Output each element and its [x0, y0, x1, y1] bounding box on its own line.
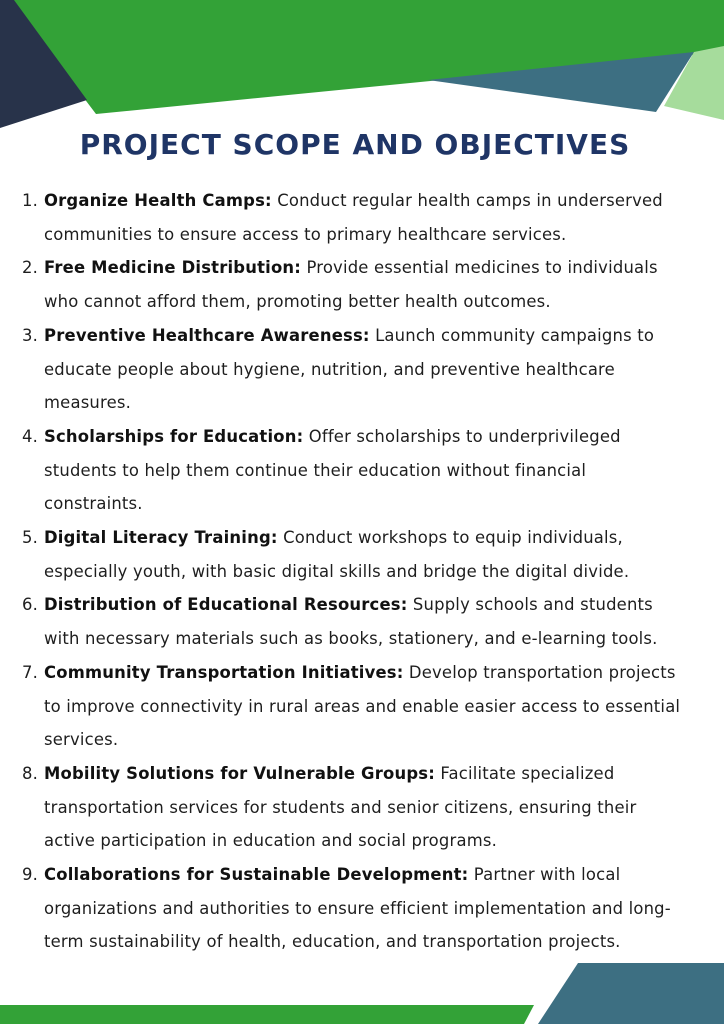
item-heading: Organize Health Camps:	[44, 191, 272, 210]
item-number: 3.	[22, 325, 39, 345]
list-item	[22, 757, 690, 858]
item-number: 8.	[22, 763, 39, 783]
page-title: PROJECT SCOPE AND OBJECTIVES	[79, 128, 631, 161]
list-item	[22, 319, 690, 420]
item-text: Conduct workshops to equip individuals, especially youth, with basic digital skills and bridge the digital divide.	[44, 528, 630, 581]
item-text: Develop transportation projects to improve connectivity in rural areas and enable easier access to essential services.	[44, 662, 681, 750]
item-text: Facilitate specialized transportation services for students and senior citizens, ensuring their active participation in education and social programs.	[44, 763, 637, 851]
list-item	[22, 521, 690, 588]
item-number: 5.	[22, 528, 39, 548]
item-text: Provide essential medicines to individuals who cannot afford them, promoting better health outcomes.	[44, 258, 658, 312]
list-item	[22, 588, 690, 655]
item-heading: Mobility Solutions for Vulnerable Groups:	[44, 763, 435, 783]
list-item	[22, 184, 690, 251]
item-heading: Free Medicine Distribution:	[44, 258, 302, 278]
list-item	[22, 251, 690, 318]
objectives-list	[22, 184, 690, 959]
bottom-green-strip	[0, 1005, 534, 1024]
bottom-teal-block	[538, 963, 724, 1024]
item-number: 4.	[22, 426, 39, 446]
list-item	[22, 858, 690, 959]
item-number: 9.	[22, 865, 39, 885]
item-text: Partner with local organizations and authorities to ensure efficient implementation and long-term sustainability of health, education, and transportation projects.	[44, 865, 671, 952]
item-heading: Preventive Healthcare Awareness:	[44, 325, 370, 345]
item-text: Launch community campaigns to educate people about hygiene, nutrition, and preventive healthcare measures.	[44, 325, 655, 413]
item-number: 7.	[22, 662, 39, 682]
item-number: 6.	[22, 595, 39, 615]
item-heading: Community Transportation Initiatives:	[44, 662, 404, 682]
list-item	[22, 656, 690, 757]
item-text: Supply schools and students with necessary materials such as books, stationery, and e-learning tools.	[44, 595, 658, 649]
list-item	[22, 420, 690, 521]
item-heading: Collaborations for Sustainable Development:	[44, 865, 469, 885]
item-text: Offer scholarships to underprivileged students to help them continue their education without financial constraints.	[44, 426, 621, 514]
item-number: 2.	[22, 258, 39, 278]
item-number: 1.	[22, 191, 39, 210]
item-heading: Distribution of Educational Resources:	[44, 595, 408, 615]
item-heading: Scholarships for Education:	[44, 426, 304, 446]
item-heading: Digital Literacy Training:	[44, 528, 278, 548]
item-text: Conduct regular health camps in underserved communities to ensure access to primary healthcare services.	[44, 191, 663, 244]
